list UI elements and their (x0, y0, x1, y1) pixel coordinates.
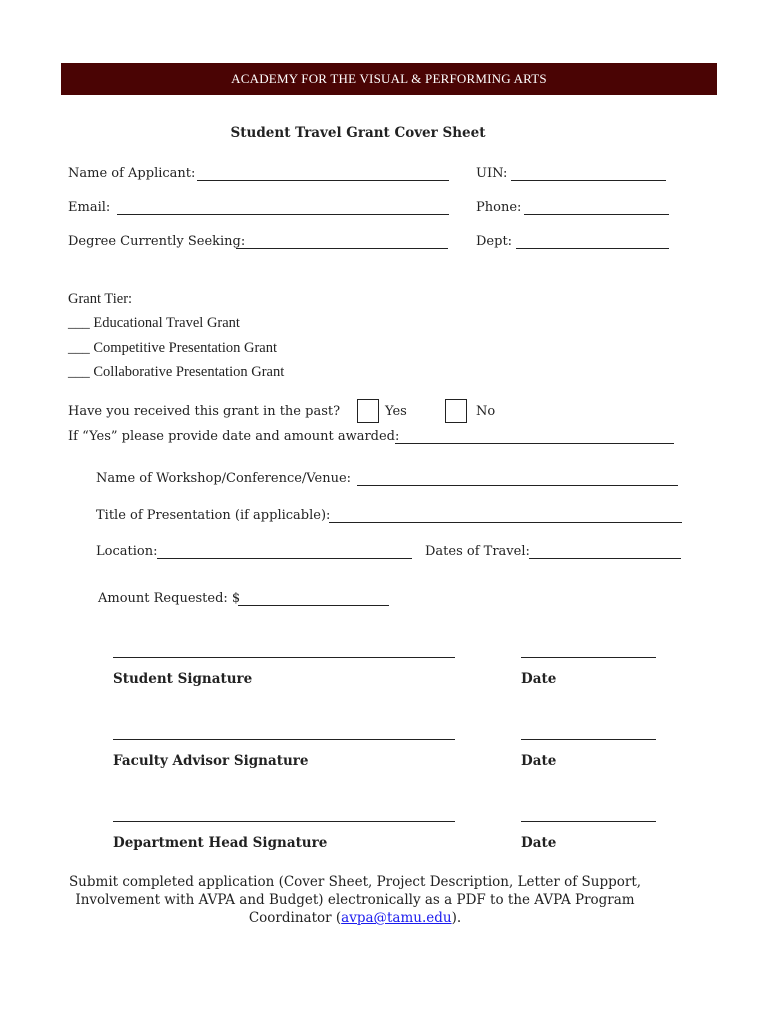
faculty-signature-line[interactable] (113, 739, 455, 740)
student-date-line[interactable] (521, 657, 656, 658)
uin-field[interactable] (511, 180, 666, 181)
instructions-line-3 (60, 909, 650, 927)
dept-label: Dept: (476, 234, 513, 249)
if-yes-field[interactable] (395, 443, 674, 444)
amount-field[interactable] (238, 605, 389, 606)
instructions-line-1: Submit completed application (Cover Sheet, Project Description, Letter of Support, (68, 874, 642, 890)
presentation-label: Title of Presentation (if applicable): (96, 508, 331, 523)
grant-tier-heading: Grant Tier: (68, 291, 133, 307)
department-signature-label: Department Head Signature (113, 835, 328, 851)
location-field[interactable] (157, 558, 412, 559)
yes-label: Yes (385, 404, 407, 419)
uin-label: UIN: (476, 166, 508, 181)
workshop-label: Name of Workshop/Conference/Venue: (96, 471, 352, 486)
name-field[interactable] (197, 180, 449, 181)
department-date-line[interactable] (521, 821, 656, 822)
instructions-line-2: Involvement with AVPA and Budget) electronically as a PDF to the AVPA Program (75, 892, 635, 908)
amount-label: Amount Requested: $ (98, 591, 241, 606)
faculty-signature-label: Faculty Advisor Signature (113, 753, 309, 769)
grant-option-educational[interactable]: ___ Educational Travel Grant (68, 315, 240, 331)
department-date-label: Date (521, 835, 557, 851)
student-date-label: Date (521, 671, 557, 687)
faculty-date-label: Date (521, 753, 557, 769)
no-label: No (476, 404, 496, 419)
email-field[interactable] (117, 214, 449, 215)
name-label: Name of Applicant: (68, 166, 196, 181)
no-checkbox[interactable] (445, 399, 467, 423)
department-signature-line[interactable] (113, 821, 455, 822)
phone-field[interactable] (524, 214, 669, 215)
student-signature-line[interactable] (113, 657, 455, 658)
instructions-line-3-end: ). (451, 910, 462, 926)
if-yes-label: If “Yes” please provide date and amount awarded: (68, 429, 400, 444)
email-label: Email: (68, 200, 111, 215)
instructions-line-3-start: Coordinator ( (248, 910, 342, 926)
workshop-field[interactable] (357, 485, 678, 486)
phone-label: Phone: (476, 200, 522, 215)
degree-field[interactable] (236, 248, 448, 249)
student-signature-label: Student Signature (113, 671, 253, 687)
location-label: Location: (96, 544, 158, 559)
past-grant-question: Have you received this grant in the past? (68, 404, 341, 419)
header-banner: ACADEMY FOR THE VISUAL & PERFORMING ARTS (61, 63, 717, 95)
degree-label: Degree Currently Seeking: (68, 234, 246, 249)
grant-option-competitive[interactable]: ___ Competitive Presentation Grant (68, 340, 278, 356)
presentation-field[interactable] (329, 522, 682, 523)
dates-label: Dates of Travel: (425, 544, 530, 559)
grant-option-collaborative[interactable]: ___ Collaborative Presentation Grant (68, 364, 285, 380)
coordinator-email-link[interactable]: avpa@tamu.edu (341, 910, 452, 926)
page-title: Student Travel Grant Cover Sheet (230, 125, 486, 141)
dept-field[interactable] (516, 248, 669, 249)
dates-field[interactable] (529, 558, 681, 559)
submission-instructions (60, 873, 650, 927)
faculty-date-line[interactable] (521, 739, 656, 740)
yes-checkbox[interactable] (357, 399, 379, 423)
